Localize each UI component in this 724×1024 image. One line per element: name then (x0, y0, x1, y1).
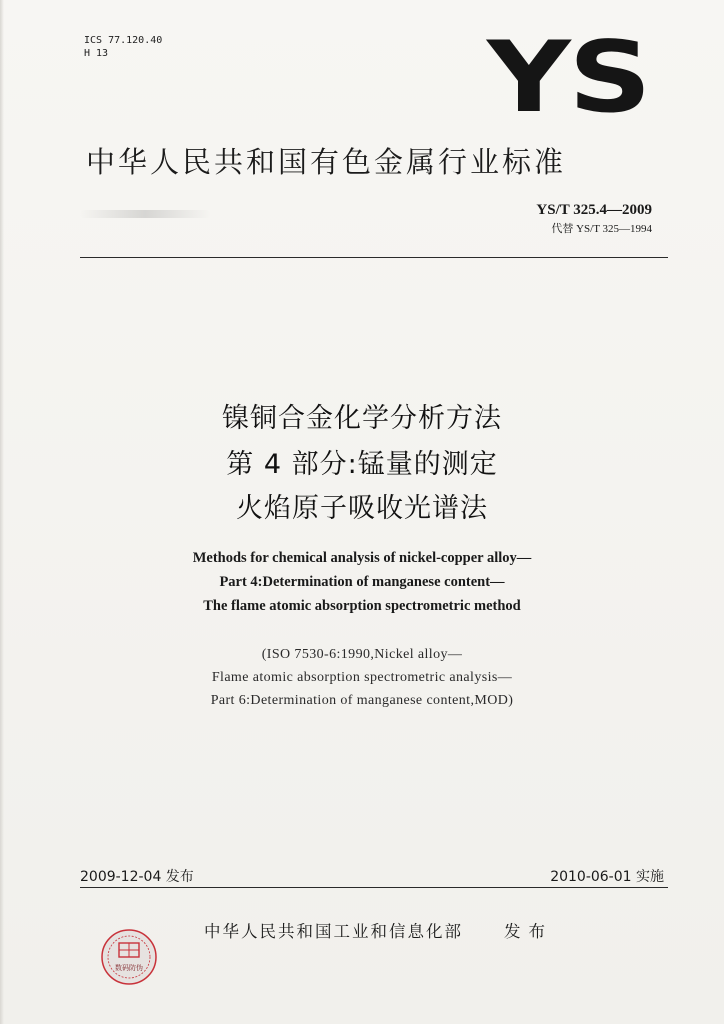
issue-date: 2009-12-04 发布 (80, 869, 194, 885)
anti-counterfeit-seal-icon (100, 928, 158, 986)
issuing-authority: 中华人民共和国工业和信息化部 (204, 922, 463, 941)
title-cn-line1: 镍铜合金化学分析方法 (222, 403, 502, 434)
bottom-divider (80, 887, 668, 888)
org-title: 中华人民共和国有色金属行业标准 (86, 145, 567, 179)
title-en-line1: Methods for chemical analysis of nickel-copper alloy— (192, 550, 532, 566)
standard-number: YS/T 325.4—2009 (536, 202, 652, 218)
classification-codes (84, 34, 162, 60)
scan-smudge (80, 210, 210, 218)
ics-code: ICS 77.120.40 (84, 35, 163, 46)
iso-reference-line1: (ISO 7530-6:1990,Nickel alloy— (261, 647, 463, 662)
iso-reference-line2: Flame atomic absorption spectrometric analysis— (211, 670, 513, 685)
implementation-date: 2010-06-01 实施 (550, 869, 664, 885)
title-en-line2: Part 4:Determination of manganese content— (219, 574, 505, 590)
ys-logo: YS (487, 21, 650, 135)
title-cn-line2: 第 4 部分:锰量的测定 (226, 449, 498, 480)
seal-label: 数码防伪 (115, 964, 143, 972)
ccs-code: H 13 (84, 48, 109, 59)
title-en-line3: The flame atomic absorption spectrometric method (203, 598, 521, 614)
top-divider (80, 257, 668, 258)
title-cn-line3: 火焰原子吸收光谱法 (236, 493, 488, 524)
issuer-action: 发布 (504, 922, 553, 941)
replaces-standard: 代替 YS/T 325—1994 (551, 223, 652, 235)
iso-reference-line3: Part 6:Determination of manganese content,MOD) (210, 693, 514, 708)
